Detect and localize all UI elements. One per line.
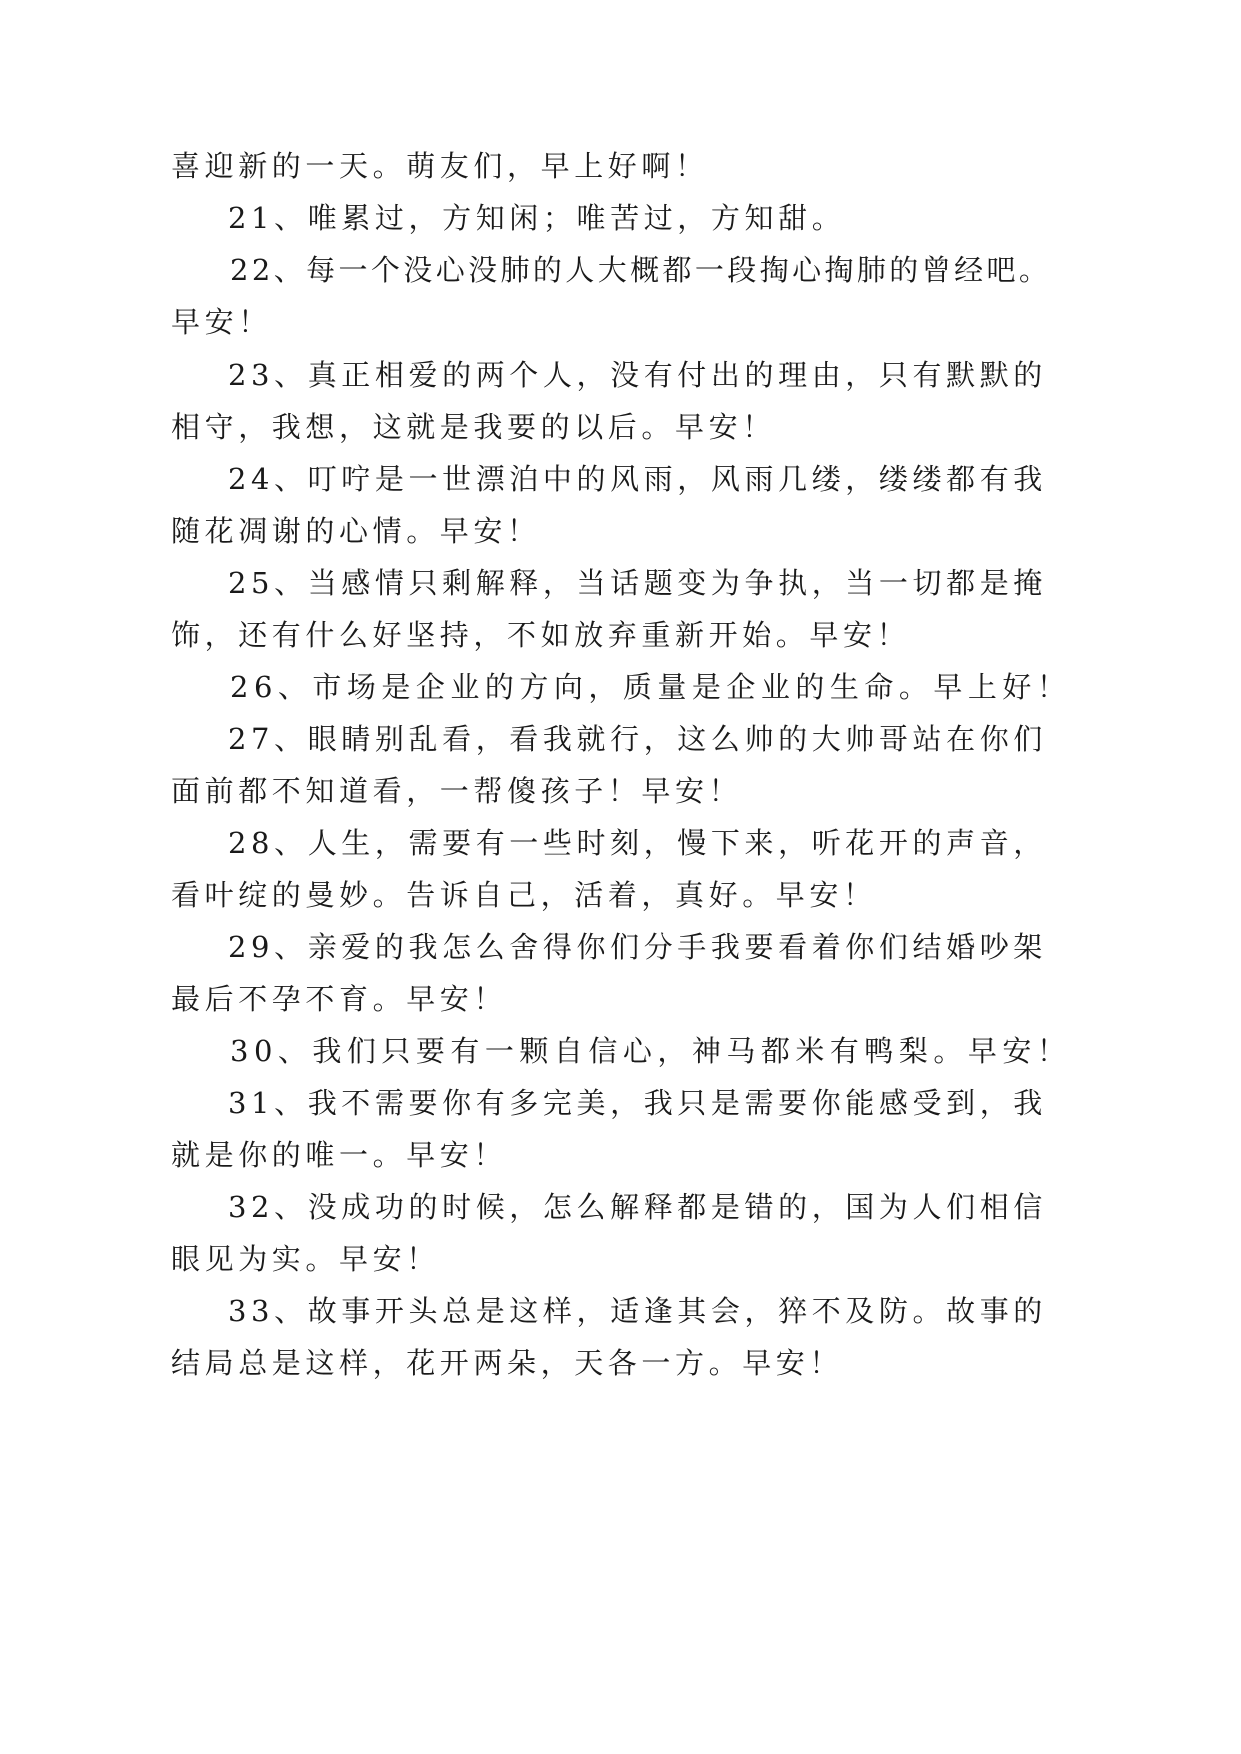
text-line: 27、眼睛别乱看，看我就行，这么帅的大帅哥站在你们: [228, 722, 1047, 756]
text-line: 看叶绽的曼妙。告诉自己，活着，真好。早安！: [171, 878, 877, 912]
text-line: 最后不孕不育。早安！: [171, 982, 508, 1016]
text-line: 饰，还有什么好坚持，不如放弃重新开始。早安！: [171, 618, 911, 652]
text-line: 26、市场是企业的方向，质量是企业的生命。早上好！: [230, 670, 1072, 704]
text-line: 随花凋谢的心情。早安！: [171, 514, 541, 548]
text-line: 喜迎新的一天。萌友们，早上好啊！: [171, 149, 709, 183]
text-line: 24、叮咛是一世漂泊中的风雨，风雨几缕，缕缕都有我: [228, 462, 1047, 496]
text-line: 31、我不需要你有多完美，我只是需要你能感受到，我: [228, 1086, 1047, 1120]
text-line: 22、每一个没心没肺的人大概都一段掏心掏肺的曾经吧。: [230, 253, 1052, 287]
text-line: 29、亲爱的我怎么舍得你们分手我要看着你们结婚吵架: [228, 930, 1047, 964]
text-line: 33、故事开头总是这样，适逢其会，猝不及防。故事的: [228, 1294, 1047, 1328]
text-line: 就是你的唯一。早安！: [171, 1138, 508, 1172]
text-line: 眼见为实。早安！: [171, 1242, 440, 1276]
text-line: 早安！: [171, 305, 272, 339]
text-line: 30、我们只要有一颗自信心，神马都米有鸭梨。早安！: [230, 1034, 1072, 1068]
text-line: 面前都不知道看，一帮傻孩子！早安！: [171, 774, 743, 808]
text-line: 相守，我想，这就是我要的以后。早安！: [171, 410, 776, 444]
text-line: 32、没成功的时候，怎么解释都是错的，国为人们相信: [228, 1190, 1047, 1224]
text-line: 21、唯累过，方知闲；唯苦过，方知甜。: [228, 201, 846, 235]
text-line: 结局总是这样，花开两朵，天各一方。早安！: [171, 1346, 844, 1380]
text-line: 25、当感情只剩解释，当话题变为争执，当一切都是掩: [228, 566, 1047, 600]
text-line: 28、人生，需要有一些时刻，慢下来，听花开的声音，: [228, 826, 1047, 860]
text-line: 23、真正相爱的两个人，没有付出的理由，只有默默的: [228, 358, 1047, 392]
